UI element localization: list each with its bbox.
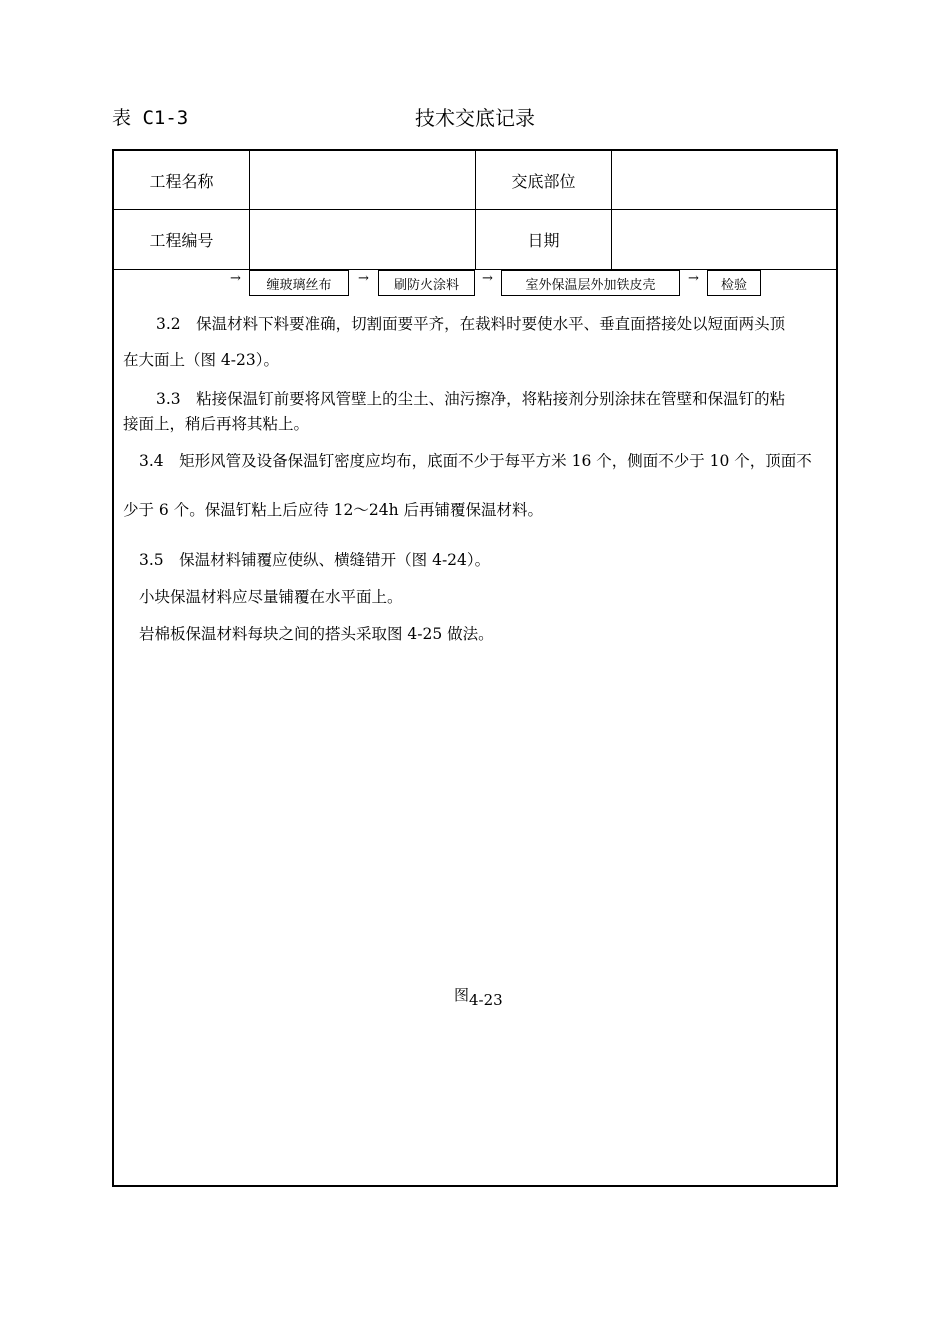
flow-step: 检验 xyxy=(707,270,761,296)
paragraph-rock-wool: 岩棉板保温材料每块之间的搭头采取图 4-25 做法。 xyxy=(139,625,494,643)
paragraph-3-4: 3.4 矩形风管及设备保温钉密度应均布，底面不少于每平方米 16 个，侧面不少于 10 个，顶面不 xyxy=(139,452,812,470)
arrow-icon: → xyxy=(230,271,241,286)
arrow-icon: → xyxy=(358,271,369,286)
page-title: 技术交底记录 xyxy=(415,106,535,130)
date-field[interactable] xyxy=(612,210,836,269)
location-field[interactable] xyxy=(612,151,836,209)
flow-step: 刷防火涂料 xyxy=(378,270,475,296)
flow-step: 缠玻璃丝布 xyxy=(249,270,349,296)
paragraph-3-5: 3.5 保温材料铺覆应使纵、横缝错开（图 4-24）。 xyxy=(139,551,491,569)
form-code: 表 C1-3 xyxy=(112,107,189,129)
paragraph-3-4-cont: 少于 6 个。保温钉粘上后应待 12～24h 后再铺覆保温材料。 xyxy=(123,501,544,519)
date-label: 日期 xyxy=(527,231,560,250)
paragraph-3-3-cont: 接面上，稍后再将其粘上。 xyxy=(123,415,310,433)
arrow-icon: → xyxy=(482,271,493,286)
flow-step: 室外保温层外加铁皮壳 xyxy=(501,270,680,296)
project-no-field[interactable] xyxy=(250,210,475,269)
project-name-label: 工程名称 xyxy=(149,171,214,191)
paragraph-3-3: 3.3 粘接保温钉前要将风管壁上的尘土、油污擦净，将粘接剂分别涂抹在管壁和保温钉的粘 xyxy=(156,390,786,408)
figure-caption-prefix: 图 xyxy=(454,986,470,1004)
paragraph-3-2-cont: 在大面上（图 4-23）。 xyxy=(123,351,279,369)
location-label: 交底部位 xyxy=(511,171,576,191)
record-form xyxy=(112,149,838,1187)
arrow-icon: → xyxy=(688,271,699,286)
figure-caption xyxy=(454,986,503,1010)
paragraph-3-2: 3.2 保温材料下料要准确，切割面要平齐，在裁料时要使水平、垂直面搭接处以短面两头顶 xyxy=(156,315,786,333)
project-no-label: 工程编号 xyxy=(149,231,214,250)
paragraph-small-pieces: 小块保温材料应尽量铺覆在水平面上。 xyxy=(139,588,403,606)
project-name-field[interactable] xyxy=(250,151,475,209)
figure-caption-number: 4-23 xyxy=(469,991,503,1009)
